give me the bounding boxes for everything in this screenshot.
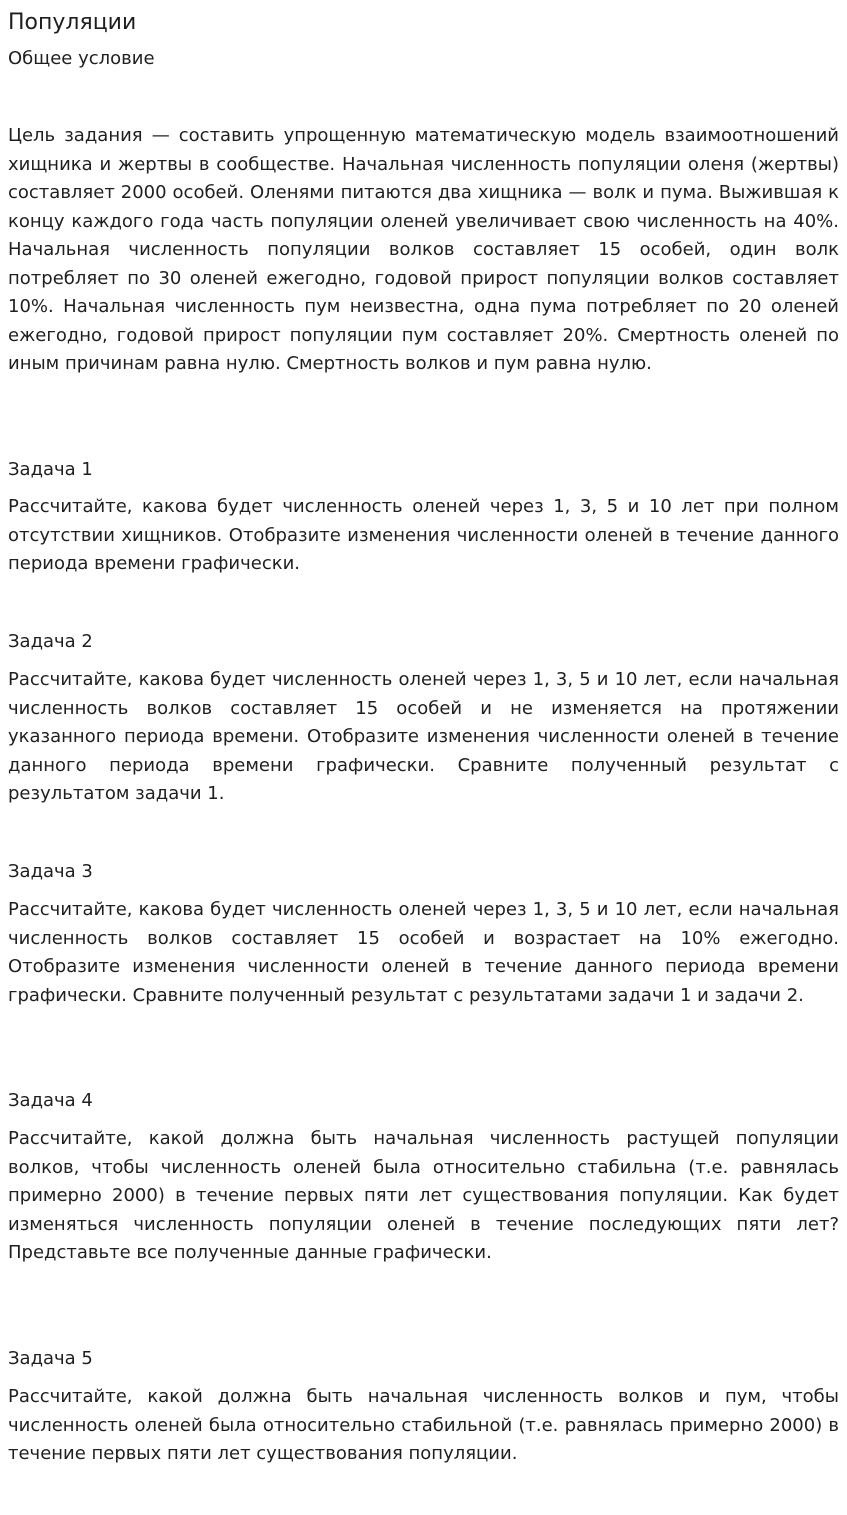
task-4-heading: Задача 4 bbox=[8, 1090, 93, 1111]
task-4-text: Рассчитайте, какой должна быть начальная численность растущей популяции волков, чтобы численность оленей была относительно стабильна (т.е. равнялась примерно 2000) в течение первых пяти лет существования популяции. Как будет изменяться численность популяции оленей в течение последующих пяти лет? Представьте все полученные данные графически. bbox=[8, 1128, 839, 1263]
general-condition-text: Цель задания — составить упрощенную математическую модель взаимоотношений хищника и жертвы в сообществе. Начальная численность популяции оленя (жертвы) составляет 2000 особей. Оленями питаются два хищника — волк и пума. Выжившая к концу каждого года часть популяции оленей увеличивает свою численность на 40%. Начальная численность популяции волков составляет 15 особей, один волк потребляет по 30 оленей ежегодно, годовой прирост популяции волков составляет 10%. Начальная численность пум неизвестна, одна пума потребляет по 20 оленей ежегодно, годовой прирост популяции пум составляет 20%. Смертность оленей по иным причинам равна нулю. Смертность волков и пум равна нулю. bbox=[8, 125, 839, 374]
general-condition-heading: Общее условие bbox=[8, 48, 155, 69]
task-2-heading: Задача 2 bbox=[8, 631, 93, 652]
task-1-heading: Задача 1 bbox=[8, 459, 93, 480]
task-3-text: Рассчитайте, какова будет численность оленей через 1, 3, 5 и 10 лет, если начальная численность волков составляет 15 особей и возрастает на 10% ежегодно. Отобразите изменения численности оленей в течение данного периода времени графически. Сравните полученный результат с результатами задачи 1 и задачи 2. bbox=[8, 899, 839, 1006]
task-2-text: Рассчитайте, какова будет численность оленей через 1, 3, 5 и 10 лет, если начальная численность волков составляет 15 особей и не изменяется на протяжении указанного периода времени. Отобразите изменения численности оленей в течение данного периода времени графически. Сравните полученный результат с результатом задачи 1. bbox=[8, 669, 839, 804]
page-title: Популяции bbox=[8, 10, 137, 35]
task-1-text: Рассчитайте, какова будет численность оленей через 1, 3, 5 и 10 лет при полном отсутствии хищников. Отобразите изменения численности оленей в течение данного периода времени графически. bbox=[8, 496, 839, 574]
task-5-heading: Задача 5 bbox=[8, 1348, 93, 1369]
task-5-text: Рассчитайте, какой должна быть начальная численность волков и пум, чтобы численность оленей была относительно стабильной (т.е. равнялась примерно 2000) в течение первых пяти лет существования популяции. bbox=[8, 1386, 839, 1464]
task-3-heading: Задача 3 bbox=[8, 861, 93, 882]
